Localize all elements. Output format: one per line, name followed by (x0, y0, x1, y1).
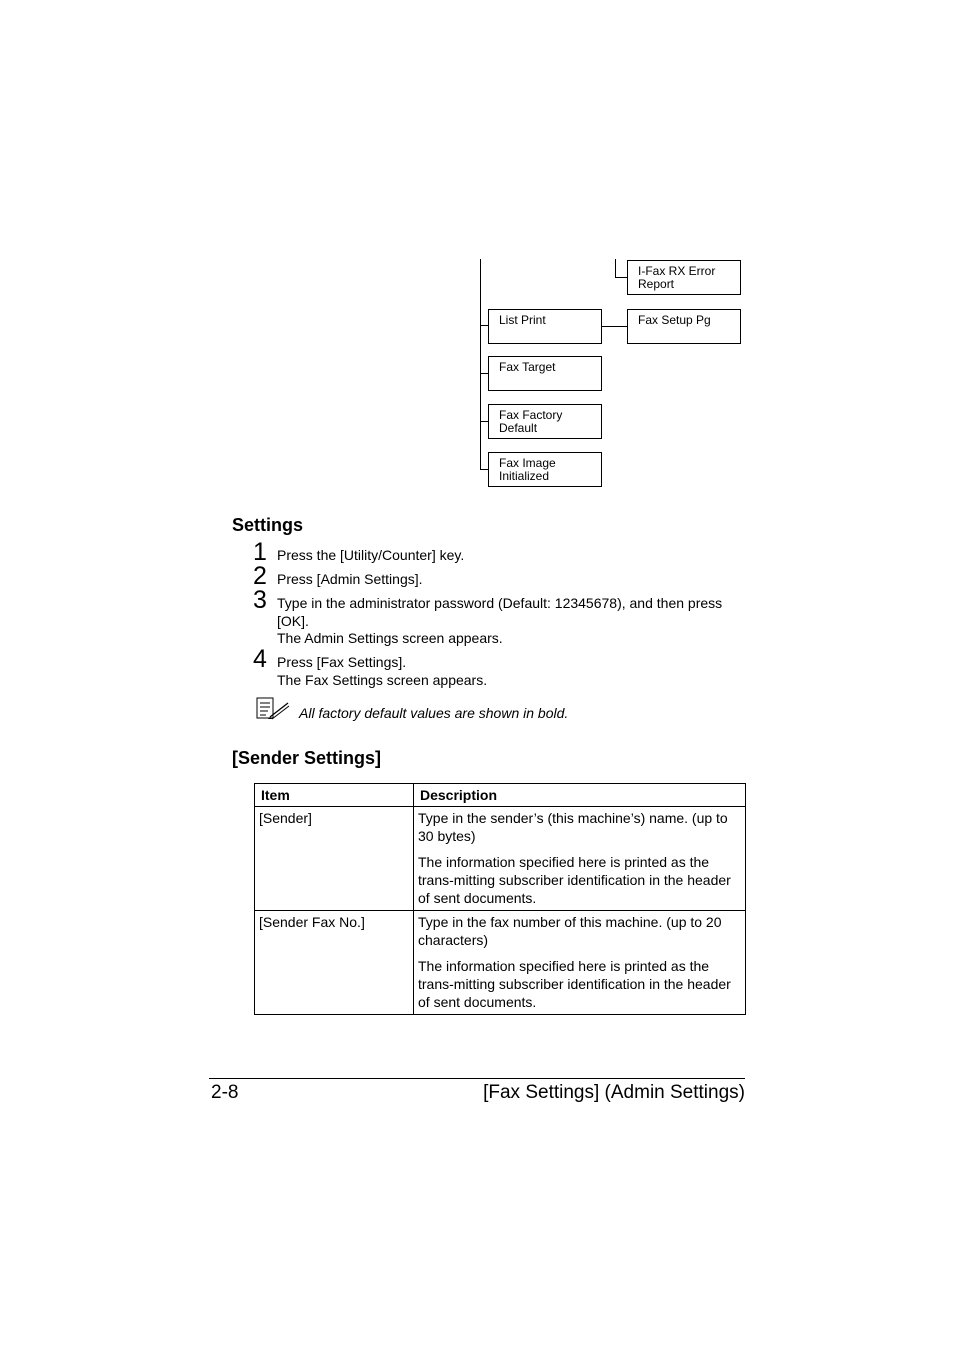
step-line: [OK]. (277, 612, 309, 629)
tree-branch-line (480, 421, 488, 422)
table-row (255, 911, 746, 1015)
column-header-description: Description (414, 784, 746, 807)
footer-section-title: [Fax Settings] (Admin Settings) (483, 1082, 745, 1103)
tree-branch-line (480, 373, 488, 374)
step-number: 3 (253, 586, 267, 614)
description-paragraph: Type in the fax number of this machine. (up to 20 characters) (418, 914, 722, 948)
tree-branch-line (480, 325, 488, 326)
step-line: Press the [Utility/Counter] key. (277, 547, 465, 563)
step-line: The Fax Settings screen appears. (277, 671, 488, 688)
description-paragraph: Type in the sender’s (this machine’s) name. (up to 30 bytes) (418, 810, 728, 844)
cell-item: [Sender Fax No.] (255, 911, 414, 1015)
step-line: The Admin Settings screen appears. (277, 630, 503, 646)
cell-description (414, 911, 746, 1015)
node-fax-image-initialized: Fax Image Initialized (488, 452, 602, 487)
table-row (255, 807, 746, 911)
tree-branch-line (615, 277, 627, 278)
node-fax-factory-default: Fax Factory Default (488, 404, 602, 439)
note-text: All factory default values are shown in bold. (299, 705, 569, 721)
tree-branch-line (615, 259, 616, 277)
step-number: 1 (253, 538, 267, 566)
step-text (277, 654, 747, 689)
cell-item: [Sender] (255, 807, 414, 911)
node-fax-target: Fax Target (488, 356, 602, 391)
step-text (277, 571, 747, 589)
step-number: 4 (253, 645, 267, 673)
footer-rule (209, 1078, 745, 1079)
step-text (277, 595, 747, 648)
node-ifax-rx-error-report: I-Fax RX Error Report (627, 260, 741, 295)
table-header-row (255, 784, 746, 807)
step-text (277, 547, 747, 565)
tree-trunk-line (480, 259, 481, 470)
node-fax-setup-pg: Fax Setup Pg (627, 309, 741, 344)
description-paragraph: The information specified here is printed as the trans-mitting subscriber identification in the header of sent documents. (418, 958, 731, 1010)
cell-description (414, 807, 746, 911)
note-pencil-icon (256, 697, 290, 726)
description-paragraph: The information specified here is printed as the trans-mitting subscriber identification in the header of sent documents. (418, 854, 731, 906)
settings-heading: Settings (232, 515, 304, 535)
step-number: 2 (253, 562, 267, 590)
step-line: Press [Admin Settings]. (277, 571, 423, 587)
step-line: Type in the administrator password (Default: 12345678), and then press (277, 595, 723, 611)
column-header-item: Item (255, 784, 414, 807)
sender-settings-heading: [Sender Settings] (232, 748, 382, 768)
tree-connector-line (601, 326, 627, 327)
step-line: Press [Fax Settings]. (277, 654, 407, 670)
footer-page-number: 2-8 (211, 1082, 239, 1103)
node-list-print: List Print (488, 309, 602, 344)
tree-branch-line (480, 469, 488, 470)
sender-settings-table (254, 783, 746, 1015)
